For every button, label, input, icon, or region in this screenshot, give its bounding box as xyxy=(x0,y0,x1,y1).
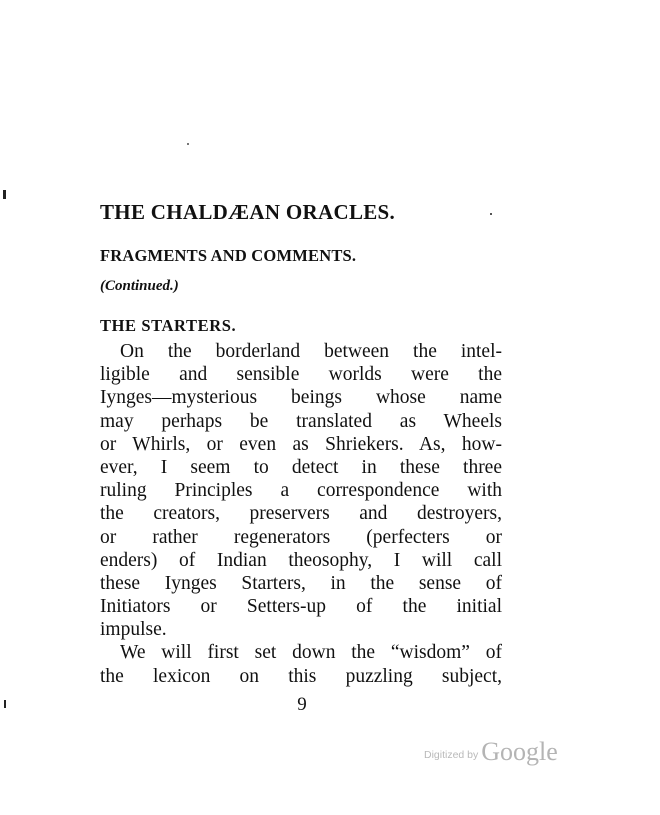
page-number: 9 xyxy=(297,694,307,715)
chapter-title: THE CHALDÆAN ORACLES. xyxy=(100,200,396,224)
text-line: or rather regenerators (perfecters or xyxy=(100,526,502,548)
scan-speck xyxy=(3,190,6,199)
scan-speck xyxy=(187,143,189,145)
scan-speck xyxy=(490,213,492,215)
chapter-subtitle: FRAGMENTS AND COMMENTS. xyxy=(100,246,357,265)
text-line: On the borderland between the intel- xyxy=(120,341,502,362)
watermark-text: Digitized by xyxy=(424,749,479,761)
text-line: Initiators or Setters-up of the initial xyxy=(100,596,502,618)
text-line: the creators, preservers and destroyers, xyxy=(100,503,502,525)
google-logo: Google xyxy=(481,737,558,766)
text-line: the lexicon on this puzzling subject, xyxy=(100,665,502,687)
continued-note: (Continued.) xyxy=(100,278,179,294)
text-line: impulse. xyxy=(100,619,167,641)
text-line: enders) of Indian theosophy, I will call xyxy=(100,549,502,571)
text-line: or Whirls, or even as Shriekers. As, how- xyxy=(100,433,502,455)
digitized-watermark xyxy=(424,737,558,767)
text-line: ligible and sensible worlds were the xyxy=(100,364,502,386)
text-line: may perhaps be translated as Wheels xyxy=(100,410,502,432)
text-line: We will first set down the “wisdom” of xyxy=(120,642,502,664)
text-line: ever, I seem to detect in these three xyxy=(100,456,502,478)
body-text xyxy=(100,340,502,688)
text-line: Iynges—mysterious beings whose name xyxy=(100,387,502,409)
text-line: these Iynges Starters, in the sense of xyxy=(100,572,502,594)
text-line: ruling Principles a correspondence with xyxy=(100,480,502,502)
section-heading: THE STARTERS. xyxy=(100,316,237,335)
